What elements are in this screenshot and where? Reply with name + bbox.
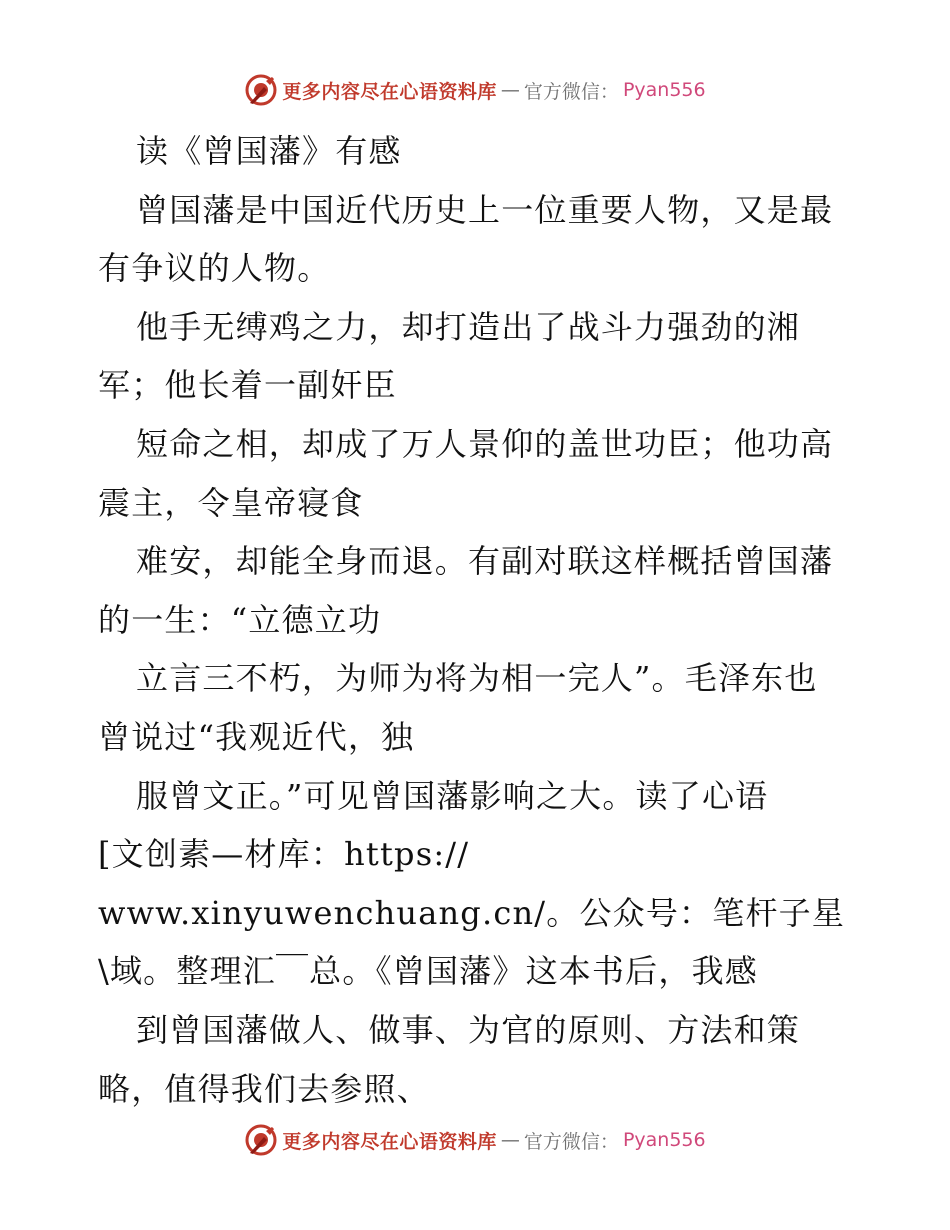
text-line: 服曾文正。”可见曾国藩影响之大。读了心语 xyxy=(136,776,769,815)
pen-logo-icon xyxy=(244,1123,278,1157)
text-line: 震主，令皇帝寝食 xyxy=(98,483,364,522)
text-line: 的一生：“立德立功 xyxy=(98,600,382,639)
text-line: 难安，却能全身而退。有副对联这样概括曾国藩 xyxy=(136,542,834,581)
banner-content xyxy=(244,73,705,107)
document-title: 读《曾国藩》有感 xyxy=(136,132,402,170)
footer-banner xyxy=(0,1118,950,1162)
pen-logo-icon xyxy=(244,73,278,107)
text-line: 到曾国藩做人、做事、为官的原则、方法和策 xyxy=(136,1010,801,1049)
text-line: 略，值得我们去参照、 xyxy=(98,1069,431,1108)
text-line: 短命之相，却成了万人景仰的盖世功臣；他功高 xyxy=(136,424,834,463)
banner-main-text: 更多内容尽在心语资料库 xyxy=(282,80,497,103)
banner-sub-text: 官方微信： xyxy=(523,80,619,103)
banner-sub-text: 官方微信： xyxy=(523,1130,619,1153)
banner-dash: — xyxy=(500,79,520,101)
banner-wechat-id: Pyan556 xyxy=(622,79,706,101)
text-line: 立言三不朽，为师为将为相一完人”。毛泽东也 xyxy=(136,659,818,698)
text-line: \域。整理汇￣总。《曾国藩》这本书后，我感 xyxy=(98,952,758,991)
banner-dash: — xyxy=(500,1129,520,1151)
text-line: www.xinyuwenchuang.cn/。公众号：笔杆子星 xyxy=(98,893,846,932)
text-line: 军；他长着一副奸臣 xyxy=(98,366,397,405)
text-line: 曾国藩是中国近代历史上一位重要人物，又是最 xyxy=(136,190,834,229)
header-banner xyxy=(0,68,950,112)
text-line: 他手无缚鸡之力，却打造出了战斗力强劲的湘 xyxy=(136,307,801,346)
banner-wechat-id: Pyan556 xyxy=(622,1129,706,1151)
banner-main-text: 更多内容尽在心语资料库 xyxy=(282,1130,497,1153)
text-line: [文创素—材库：https:// xyxy=(98,835,470,874)
text-line: 有争议的人物。 xyxy=(98,249,331,288)
document-body xyxy=(98,122,858,1118)
banner-content xyxy=(244,1123,705,1157)
text-line: 曾说过“我观近代，独 xyxy=(98,717,415,756)
